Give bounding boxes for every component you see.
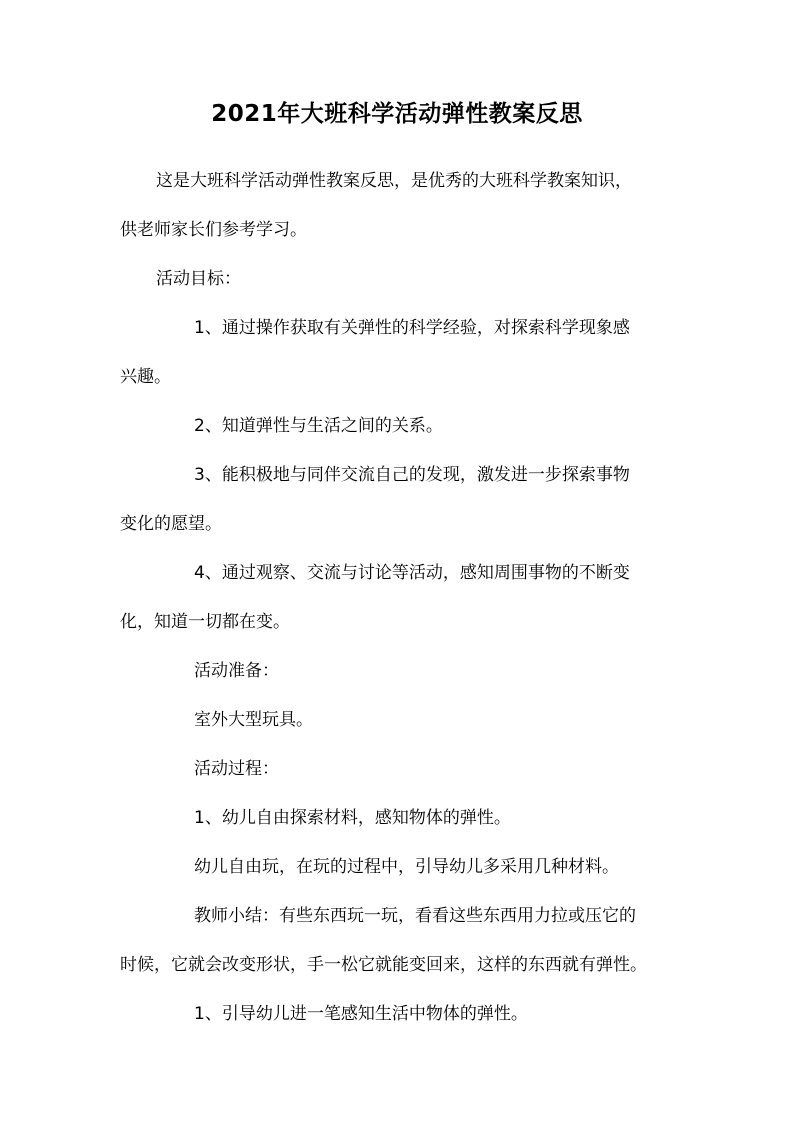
paragraph-line: 变化的愿望。: [120, 514, 222, 534]
list-item: 1、引导幼儿进一笔感知生活中物体的弹性。: [194, 1004, 528, 1024]
section-heading: 活动准备：: [194, 661, 279, 681]
section-heading: 活动过程：: [194, 759, 279, 779]
list-item: 1、幼儿自由探索材料，感知物体的弹性。: [194, 808, 511, 828]
paragraph-line: 时候，它就会改变形状，手一松它就能变回来，这样的东西就有弹性。: [120, 955, 647, 975]
paragraph-line: 幼儿自由玩，在玩的过程中，引导幼儿多采用几种材料。: [194, 857, 619, 877]
list-item: 3、能积极地与同伴交流自己的发现，激发进一步探索事物: [194, 465, 630, 485]
paragraph-line: 这是大班科学活动弹性教案反思，是优秀的大班科学教案知识，: [156, 171, 632, 191]
list-item: 1、通过操作获取有关弹性的科学经验，对探索科学现象感: [194, 318, 630, 338]
document-title: 2021年大班科学活动弹性教案反思: [211, 101, 583, 127]
section-heading: 活动目标：: [156, 269, 241, 289]
paragraph-line: 教师小结：有些东西玩一玩，看看这些东西用力拉或压它的: [194, 906, 636, 926]
paragraph-line: 兴趣。: [120, 367, 171, 387]
paragraph-line: 供老师家长们参考学习。: [120, 220, 307, 240]
paragraph-line: 化，知道一切都在变。: [120, 612, 290, 632]
paragraph-line: 室外大型玩具。: [194, 710, 313, 730]
list-item: 2、知道弹性与生活之间的关系。: [194, 416, 443, 436]
list-item: 4、通过观察、交流与讨论等活动，感知周围事物的不断变: [194, 563, 630, 583]
